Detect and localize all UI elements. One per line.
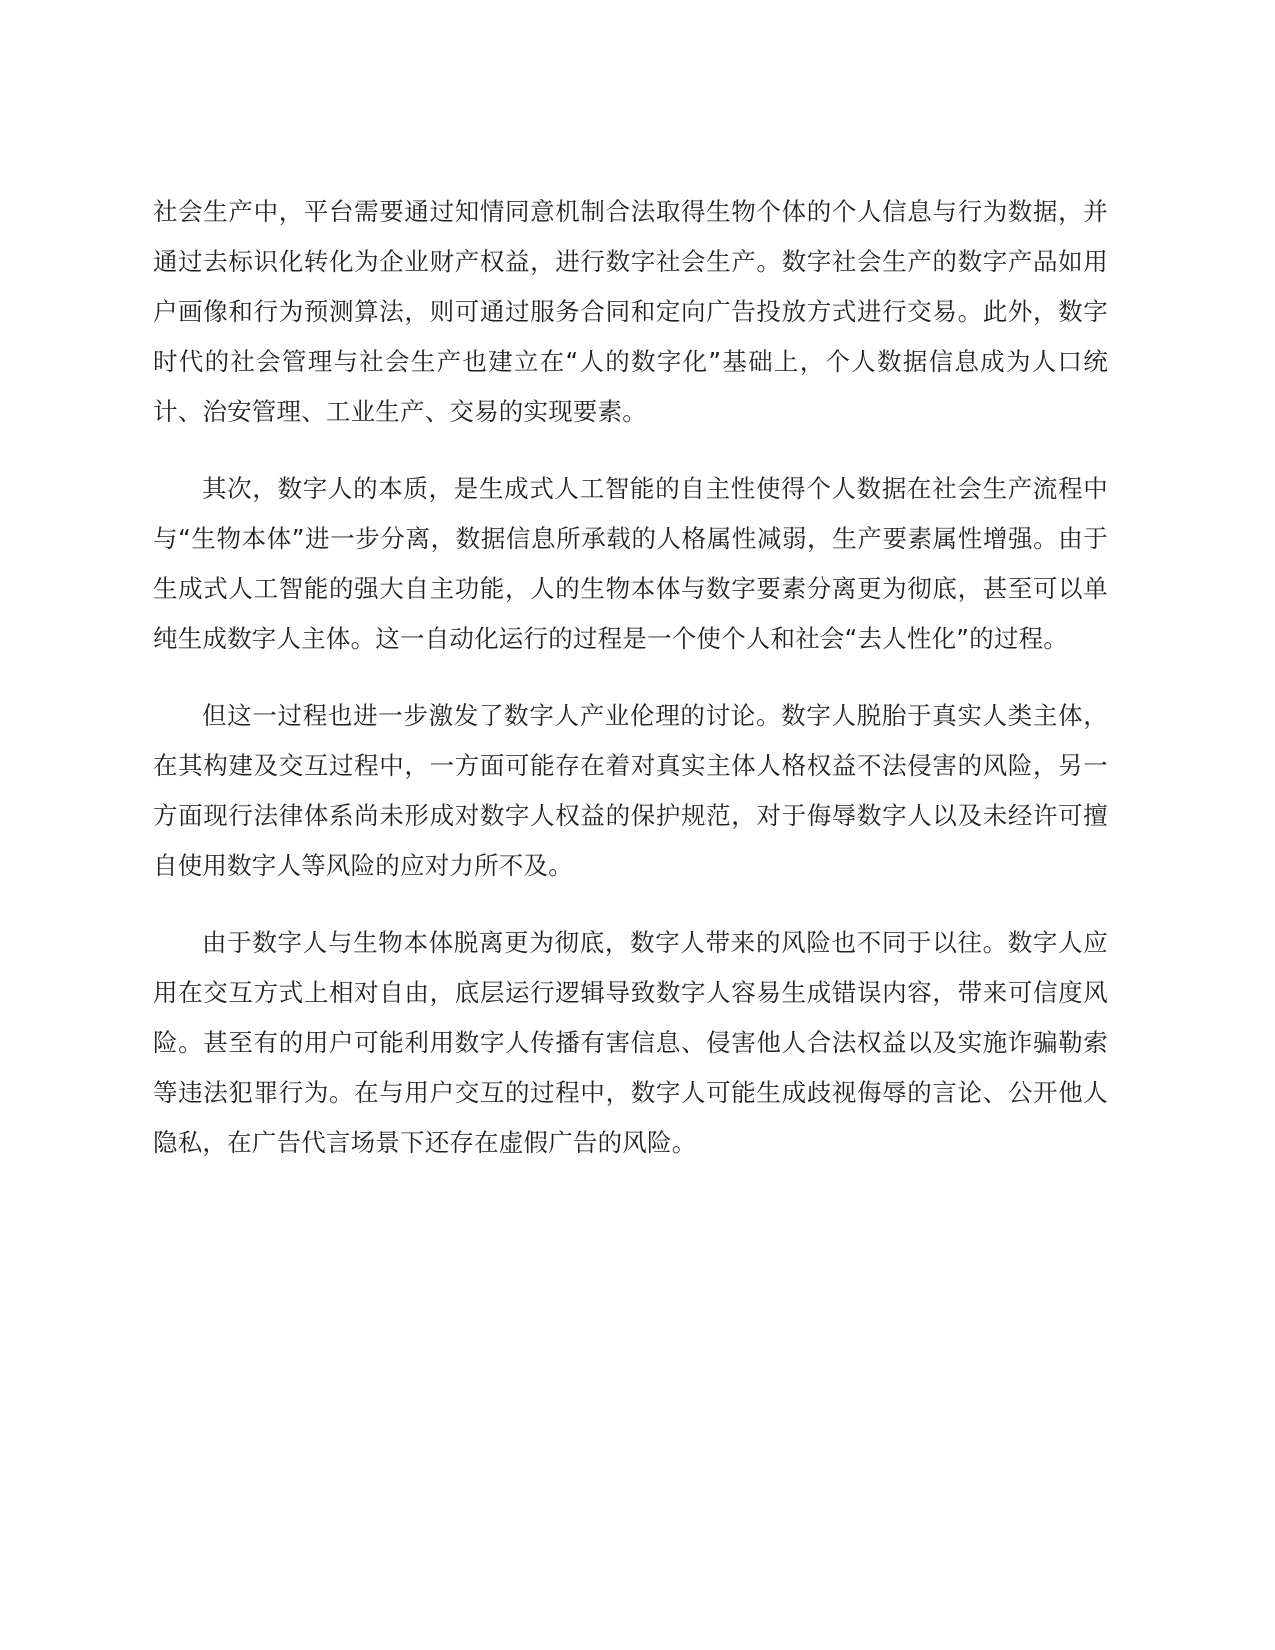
paragraph-2: 其次，数字人的本质，是生成式人工智能的自主性使得个人数据在社会生产流程中与“生物本体”进一步分离，数据信息所承载的人格属性减弱，生产要素属性增强。由于生成式人工智能的强大自主功能，人的生物本体与数字要素分离更为彻底，甚至可以单纯生成数字人主体。这一自动化运行的过程是一个使个人和社会“去人性化”的过程。 xyxy=(153,474,1108,653)
paragraph-4: 由于数字人与生物本体脱离更为彻底，数字人带来的风险也不同于以往。数字人应用在交互方式上相对自由，底层运行逻辑导致数字人容易生成错误内容，带来可信度风险。甚至有的用户可能利用数字人传播有害信息、侵害他人合法权益以及实施诈骗勒索等违法犯罪行为。在与用户交互的过程中，数字人可能生成歧视侮辱的言论、公开他人隐私，在广告代言场景下还存在虚假广告的风险。 xyxy=(153,928,1108,1157)
paragraph-1: 社会生产中，平台需要通过知情同意机制合法取得生物个体的个人信息与行为数据，并通过去标识化转化为企业财产权益，进行数字社会生产。数字社会生产的数字产品如用户画像和行为预测算法，则可通过服务合同和定向广告投放方式进行交易。此外，数字时代的社会管理与社会生产也建立在“人的数字化”基础上，个人数据信息成为人口统计、治安管理、工业生产、交易的实现要素。 xyxy=(153,197,1108,426)
paragraph-3: 但这一过程也进一步激发了数字人产业伦理的讨论。数字人脱胎于真实人类主体，在其构建及交互过程中，一方面可能存在着对真实主体人格权益不法侵害的风险，另一方面现行法律体系尚未形成对数字人权益的保护规范，对于侮辱数字人以及未经许可擅自使用数字人等风险的应对力所不及。 xyxy=(153,701,1108,880)
document-body xyxy=(153,187,1108,1195)
